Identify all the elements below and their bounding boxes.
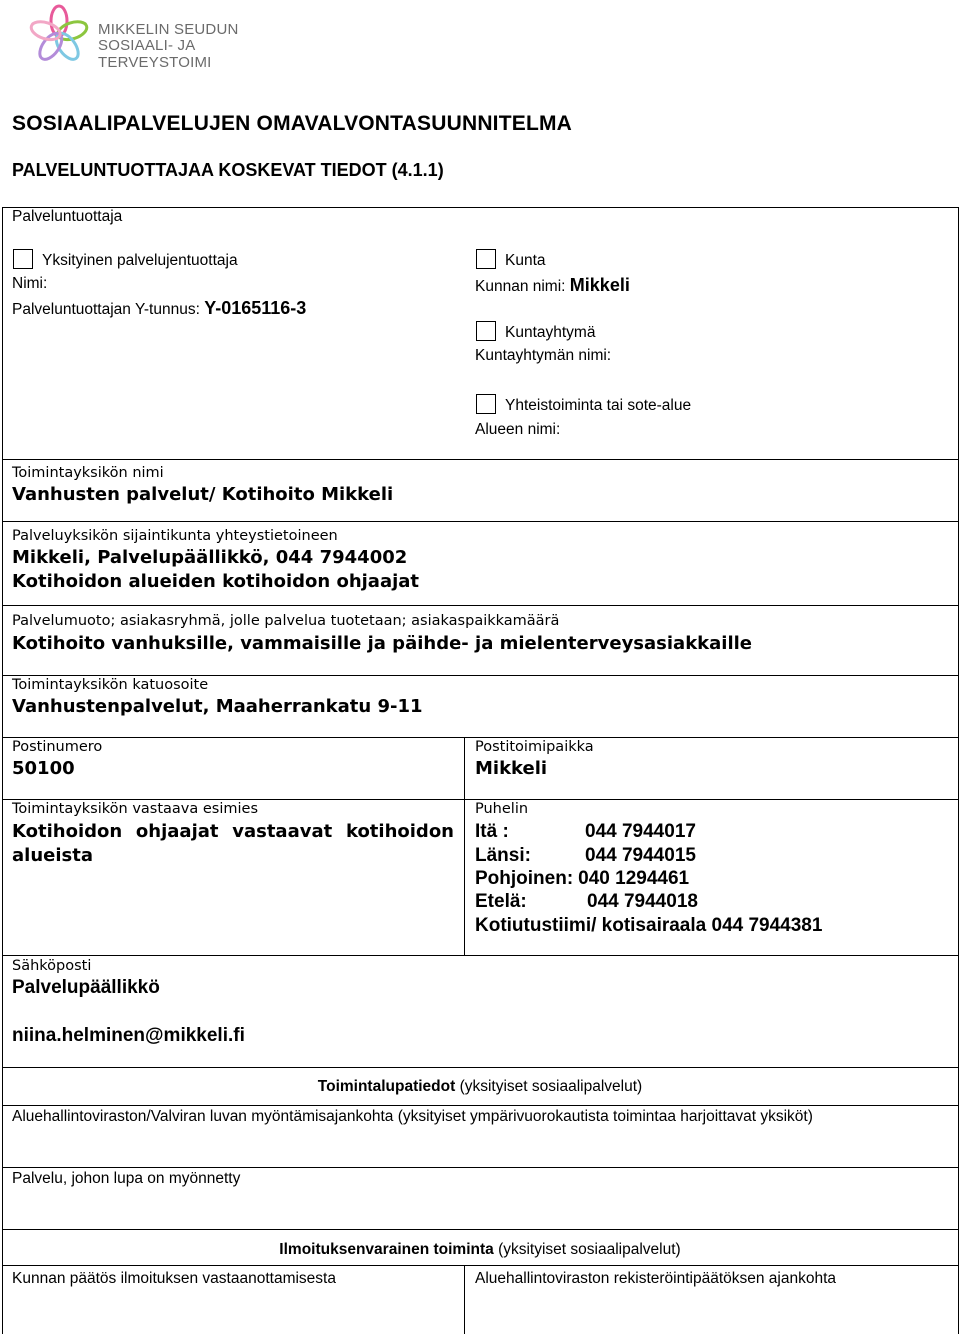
federation-checkbox[interactable]: [476, 321, 496, 341]
location-label: Palveluyksikön sijaintikunta yhteystietoineen: [12, 528, 338, 544]
region-name-label: Alueen nimi:: [475, 421, 561, 438]
divider: [2, 459, 959, 460]
phone-entry: [475, 891, 698, 913]
provider-label: Palveluntuottaja: [12, 208, 123, 225]
private-provider-checkbox[interactable]: [13, 249, 33, 269]
column-divider: [464, 737, 465, 955]
phone-area: Itä :: [475, 821, 509, 842]
column-divider: [464, 1265, 465, 1334]
unit-name-value: Vanhusten palvelut/ Kotihoito Mikkeli: [12, 484, 394, 505]
logo-text-line1: MIKKELIN SEUDUN: [98, 21, 239, 38]
email-value-title: Palvelupäällikkö: [12, 977, 160, 998]
document-title: SOSIAALIPALVELUJEN OMAVALVONTASUUNNITELMA: [12, 112, 573, 135]
service-form-value: Kotihoito vanhuksille, vammaisille ja päihde- ja mielenterveysasiakkaille: [12, 633, 752, 654]
postal-code-label: Postinumero: [12, 739, 103, 755]
license-date-label: Aluehallintoviraston/Valviran luvan myöntämisajankohta (yksityiset ympärivuorokautista toimintaa harjoittavat yksiköt): [12, 1108, 813, 1125]
municipality-checkbox[interactable]: [476, 249, 496, 269]
license-heading: [0, 1078, 960, 1096]
location-line2: Kotihoidon alueiden kotihoidon ohjaajat: [12, 571, 420, 592]
logo-text-line2: SOSIAALI- JA TERVEYSTOIMI: [98, 37, 212, 71]
notification-right-label: Aluehallintoviraston rekisteröintipäätöksen ajankohta: [475, 1270, 837, 1287]
municipality-name-label: Kunnan nimi:: [475, 278, 566, 295]
phone-entry: [475, 868, 689, 890]
divider: [2, 955, 959, 956]
region-checkbox[interactable]: [476, 394, 496, 414]
ytunnus-row: [12, 298, 306, 319]
provider-name-label: Nimi:: [12, 275, 48, 292]
postal-code-value: 50100: [12, 758, 75, 779]
divider: [2, 675, 959, 676]
divider: [2, 1067, 959, 1068]
email-label: Sähköposti: [12, 958, 92, 974]
email-value-address[interactable]: niina.helminen@mikkeli.fi: [12, 1025, 245, 1046]
ytunnus-value: Y-0165116-3: [204, 298, 307, 318]
ytunnus-label: Palveluntuottajan Y-tunnus:: [12, 301, 200, 318]
manager-line2: alueista: [12, 845, 93, 866]
organization-logo: [26, 2, 266, 71]
federation-label: Kuntayhtymä: [505, 324, 596, 341]
service-form-label: Palvelumuoto; asiakasryhmä, jolle palvelua tuotetaan; asiakaspaikkamäärä: [12, 613, 560, 629]
flower-logo-icon: [26, 2, 92, 68]
divider: [2, 521, 959, 522]
section-subtitle: PALVELUNTUOTTAJAA KOSKEVAT TIEDOT (4.1.1): [12, 160, 444, 180]
license-service-label: Palvelu, johon lupa on myönnetty: [12, 1170, 241, 1187]
divider: [2, 1229, 959, 1230]
municipality-name-row: [475, 275, 630, 296]
notification-left-label: Kunnan päätös ilmoituksen vastaanottamisesta: [12, 1270, 336, 1287]
divider: [2, 1265, 959, 1266]
divider: [2, 799, 959, 800]
divider: [2, 1167, 959, 1168]
address-label: Toimintayksikön katuosoite: [12, 677, 209, 693]
phone-number: 044 7944017: [585, 821, 696, 842]
phone-label: Puhelin: [475, 801, 529, 817]
phone-area: Länsi:: [475, 845, 531, 866]
notification-heading: [0, 1241, 960, 1259]
address-value: Vanhustenpalvelut, Maaherrankatu 9-11: [12, 696, 423, 717]
license-heading-bold: Toimintalupatiedot: [317, 1078, 456, 1095]
municipality-name-value: Mikkeli: [569, 275, 630, 295]
manager-line1: Kotihoidon ohjaajat vastaavat kotihoidon: [12, 821, 454, 842]
municipality-label: Kunta: [505, 252, 546, 269]
phone-number: 040 1294461: [578, 868, 690, 889]
phone-area: Etelä:: [475, 891, 527, 912]
manager-label: Toimintayksikön vastaava esimies: [12, 801, 259, 817]
divider: [2, 1105, 959, 1106]
phone-entry: [475, 845, 696, 867]
license-heading-rest: (yksityiset sosiaalipalvelut): [455, 1078, 643, 1095]
unit-name-label: Toimintayksikön nimi: [12, 465, 164, 481]
federation-name-label: Kuntayhtymän nimi:: [475, 347, 612, 364]
post-office-value: Mikkeli: [475, 758, 548, 779]
private-provider-label: Yksityinen palvelujentuottaja: [42, 252, 238, 269]
post-office-label: Postitoimipaikka: [475, 739, 594, 755]
phone-entry: [475, 821, 696, 843]
phone-number: 044 7944018: [587, 891, 698, 912]
region-label: Yhteistoiminta tai sote-alue: [505, 397, 692, 414]
location-line1: Mikkeli, Palvelupäällikkö, 044 7944002: [12, 547, 408, 568]
divider: [2, 605, 959, 606]
notification-heading-bold: Ilmoituksenvarainen toiminta: [279, 1241, 494, 1258]
notification-heading-rest: (yksityiset sosiaalipalvelut): [493, 1241, 681, 1258]
phone-number: 044 7944015: [585, 845, 696, 866]
divider: [2, 737, 959, 738]
phone-area: Pohjoinen:: [475, 868, 574, 889]
phone-extra: Kotiutustiimi/ kotisairaala 044 7944381: [475, 915, 823, 936]
